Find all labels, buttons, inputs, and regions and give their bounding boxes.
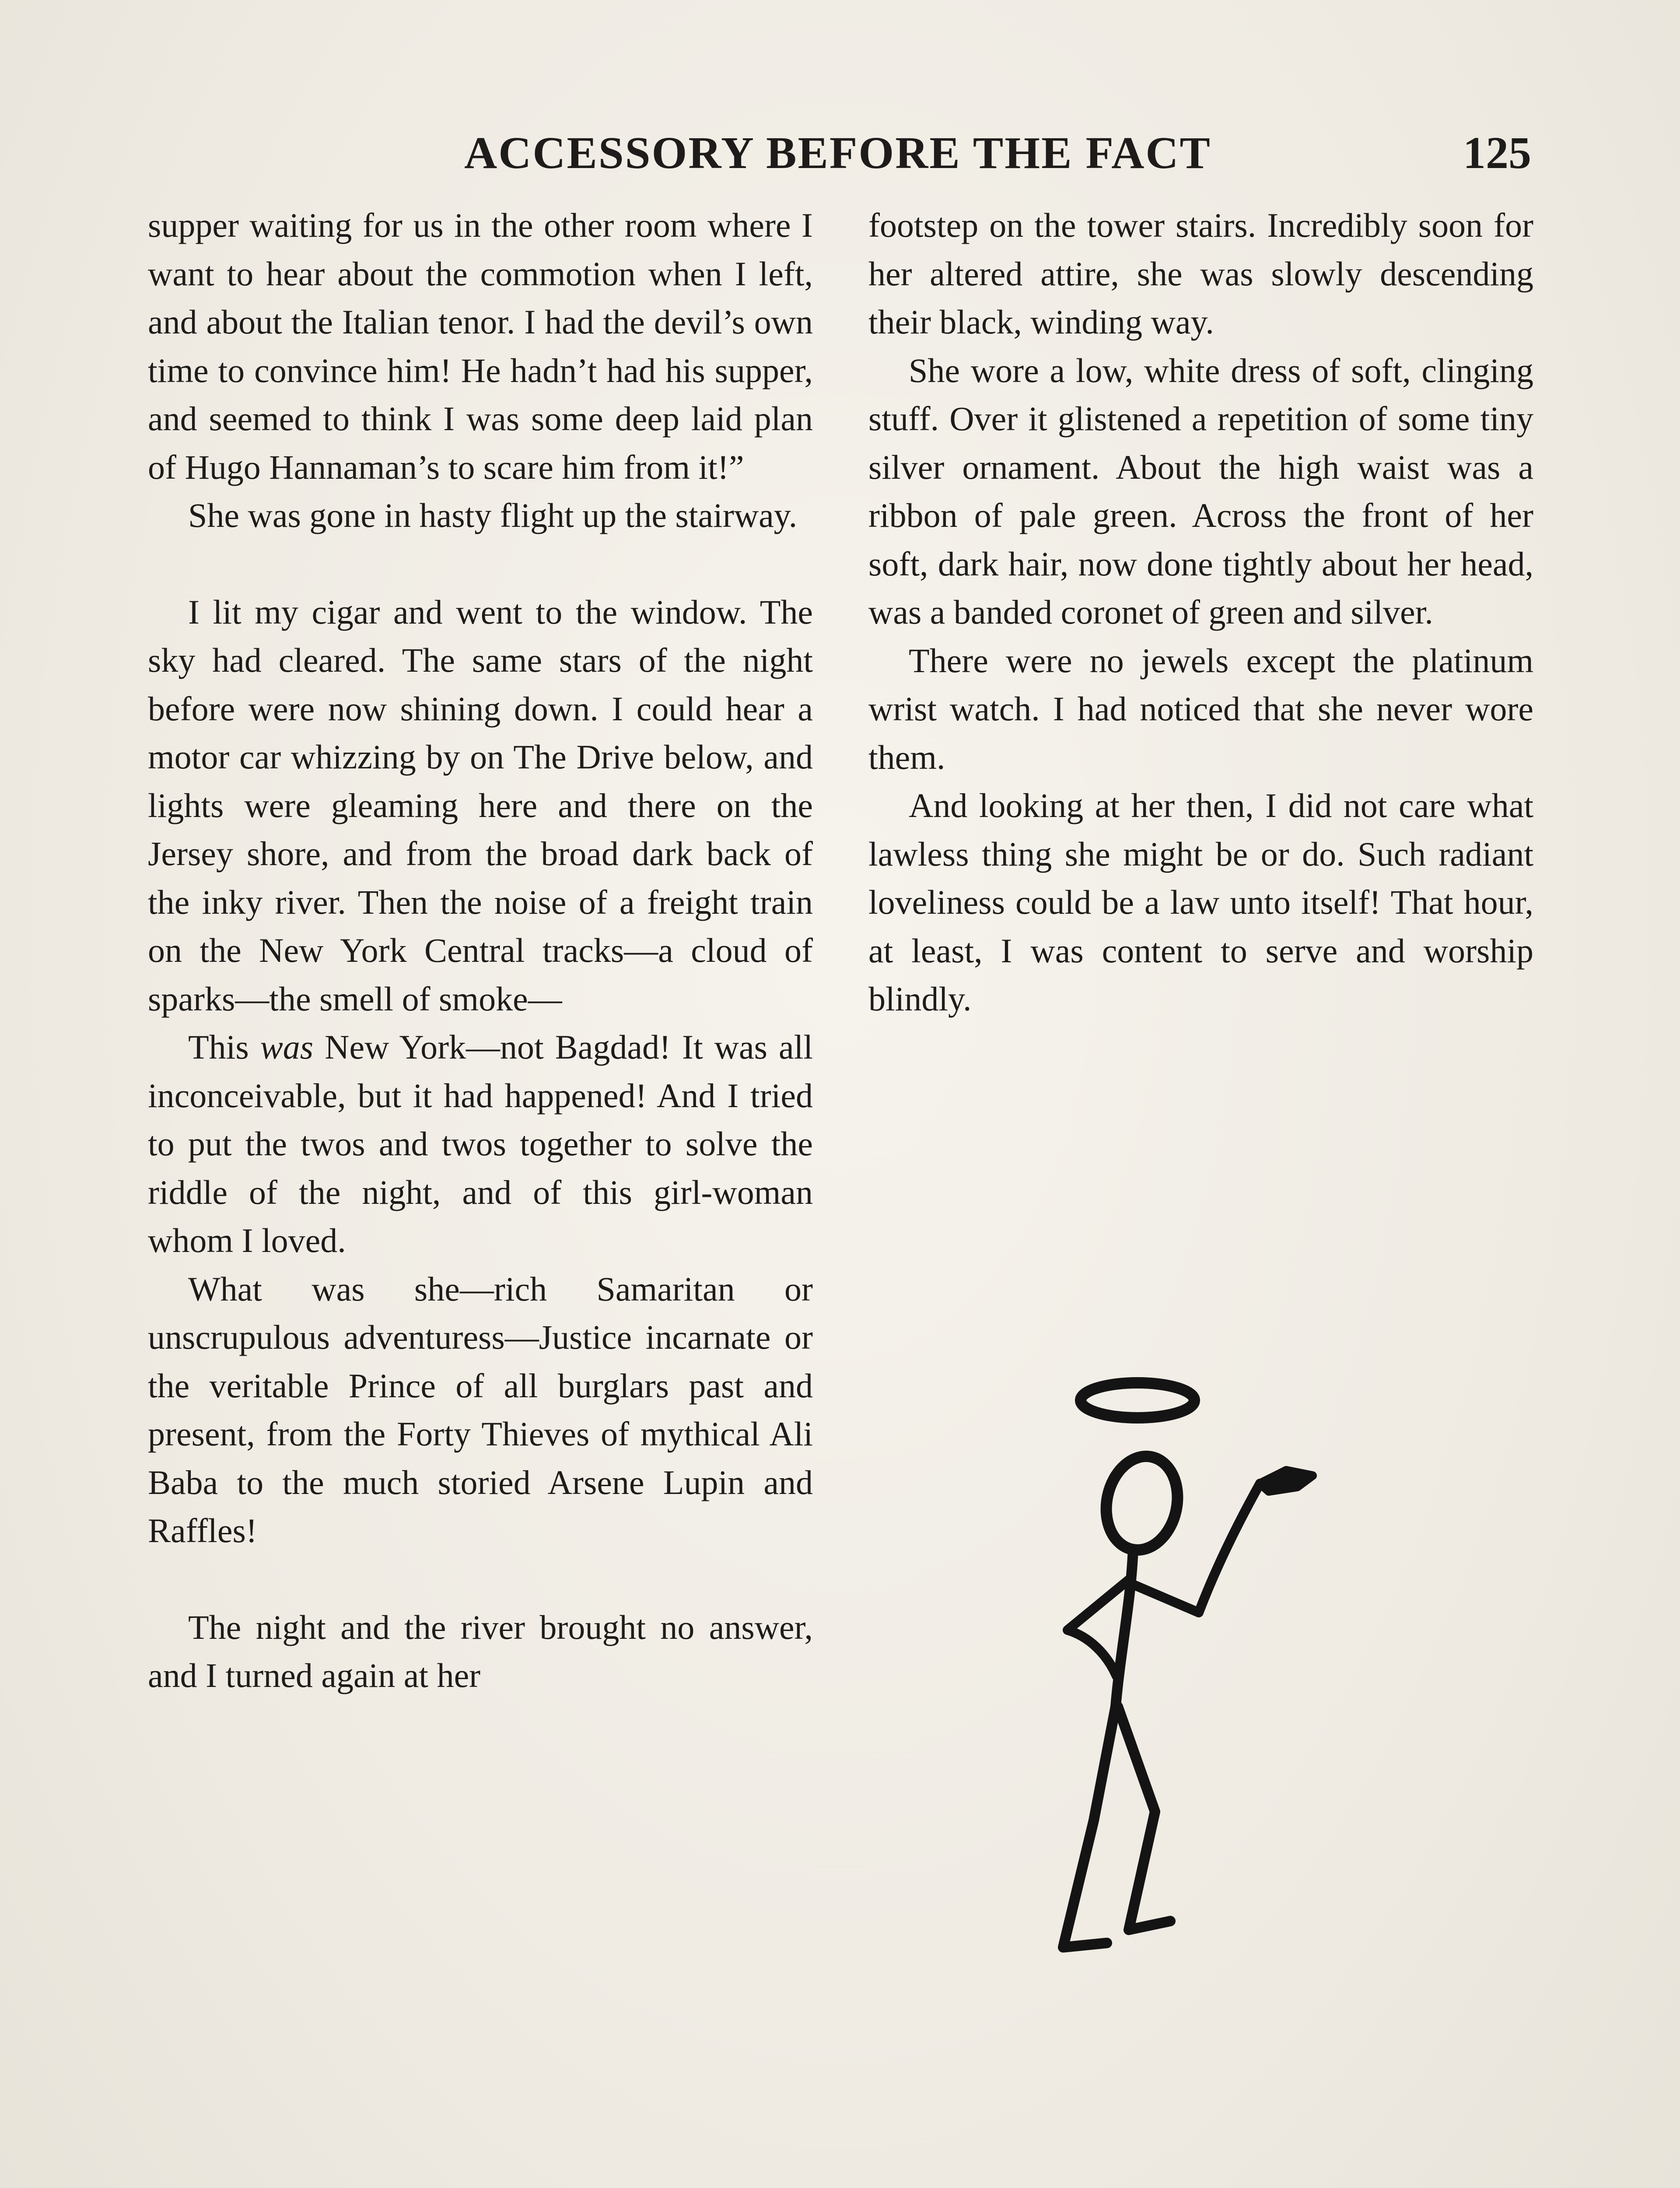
paragraph: footstep on the tower stairs. Incredibly soon for her altered attire, she was slowly descending their black, winding way. [868,206,1533,341]
paragraph: What was she—rich Samaritan or unscrupulous adventuress—Justice incarnate or the veritable Prince of all burglars past and present, from the Forty Thieves of mythical Ali Baba to the much storied Arsene Lupin and Raffles! [148,1269,813,1550]
text-run: New York—not Bagdad! It was all inconceivable, but it had happened! And I tried to put the twos and twos together to solve the riddle of the night, and of this girl-woman whom I loved. [148,1028,813,1259]
head-shape [1098,1450,1186,1557]
paragraph: I lit my cigar and went to the window. The sky had cleared. The same stars of the night before were now shining down. I could hear a motor car whizzing by on The Drive below, and lights were gleaming here and there on the Jersey shore, and from the broad dark back of the inky river. Then the noise of a freight train on the New York Central tracks—a cloud of sparks—the smell of smoke— [148,593,813,1018]
paragraph [148,1023,813,1265]
left-leg-shape [1063,1707,1116,1947]
paragraph: supper waiting for us in the other room where I want to hear about the commotion when I left, and about the Italian tenor. I had the devil’s own time to convince him! He hadn’t had his supper, and seemed to think I was some deep laid plan of Hugo Hannaman’s to scare him from it!” [148,206,813,486]
right-column [868,201,1533,1024]
running-head [144,127,1531,188]
halo-shape [1081,1383,1194,1418]
left-column [148,201,813,1700]
page-number: 125 [1463,128,1531,178]
body-shape [1116,1549,1133,1707]
hand-shape [1260,1470,1312,1491]
saint-stick-figure-icon [1041,1374,1356,2039]
text-run: This [188,1028,260,1066]
right-leg-shape [1118,1707,1170,1930]
paragraph: There were no jewels except the platinum wrist watch. I had noticed that she never wore them. [868,641,1533,776]
emphasis-text: was [260,1028,314,1066]
paragraph: She was gone in hasty flight up the stairway. [188,496,798,534]
paragraph: And looking at her then, I did not care what lawless thing she might be or do. Such radiant loveliness could be a law unto itself! That hour, at least, I was content to serve and worship blindly. [868,786,1533,1018]
paragraph: The night and the river brought no answer, and I turned again at her [148,1608,813,1694]
page-title: ACCESSORY BEFORE THE FACT [464,128,1211,178]
paragraph: She wore a low, white dress of soft, clinging stuff. Over it glistened a repetition of some tiny silver ornament. About the high waist was a ribbon of pale green. Across the front of her soft, dark hair, now done tightly about her head, was a banded coronet of green and silver. [868,351,1533,631]
